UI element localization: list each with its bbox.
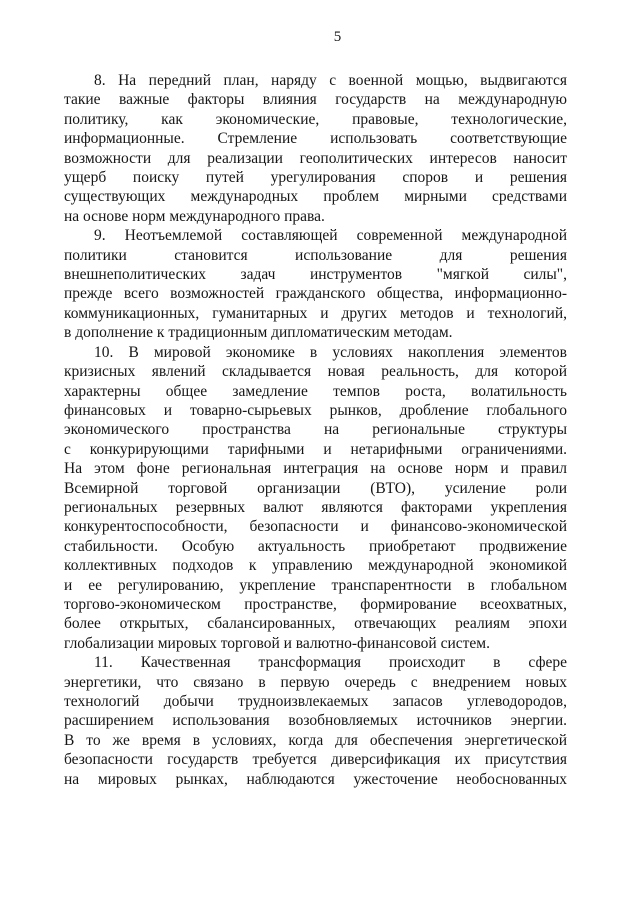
text-line-paragraph-10-4: финансовых и товарно-сырьевых рынков, дробление глобального (64, 401, 567, 419)
text-line-paragraph-8-7: существующих международных проблем мирными средствами (64, 188, 567, 206)
text-line-paragraph-11-7: на мировых рынках, наблюдаются ужесточение необоснованных (64, 770, 567, 788)
text-line-paragraph-8-1: 8. На передний план, наряду с военной мощью, выдвигаются (94, 72, 567, 89)
text-line-paragraph-10-13: и ее регулированию, укрепление транспарентности в глобальном (64, 576, 567, 594)
text-line-paragraph-10-2: кризисных явлений складывается новая реальность, для которой (64, 363, 567, 381)
text-line-paragraph-11-3: технологий добычи трудноизвлекаемых запасов углеводородов, (64, 693, 567, 710)
text-line-paragraph-8-4: информационные. Стремление использовать соответствующие (64, 130, 567, 148)
text-line-paragraph-10-10: конкурентоспособности, безопасности и финансово-экономической (64, 518, 567, 536)
text-line-paragraph-10-9: региональных резервных валют являются факторами укрепления (64, 498, 567, 516)
text-line-paragraph-10-7: На этом фоне региональная интеграция на основе норм и правил (64, 460, 567, 478)
text-line-paragraph-10-3: характерны общее замедление темпов роста, волатильность (64, 382, 567, 400)
text-line-paragraph-10-6: с конкурирующими тарифными и нетарифными ограничениями. (64, 440, 567, 458)
text-line-paragraph-11-1: 11. Качественная трансформация происходит в сфере (94, 654, 567, 672)
text-line-paragraph-10-5: экономического пространства на региональные структуры (64, 421, 567, 439)
text-line-paragraph-9-2: политики становится использование для решения (64, 246, 567, 264)
text-line-paragraph-11-4: расширением использования возобновляемых источников энергии. (64, 712, 567, 730)
page-number: 5 (333, 29, 342, 45)
text-line-paragraph-8-6: ущерб поиску путей урегулирования споров и решения (64, 169, 567, 187)
text-line-paragraph-9-4: прежде всего возможностей гражданского общества, информационно- (64, 285, 567, 303)
text-line-paragraph-9-5: коммуникационных, гуманитарных и других методов и технологий, (64, 304, 567, 322)
text-line-paragraph-8-5: возможности для реализации геополитических интересов наносит (64, 149, 567, 167)
text-line-paragraph-8-3: политику, как экономические, правовые, технологические, (64, 110, 567, 128)
text-line-paragraph-10-1: 10. В мировой экономике в условиях накопления элементов (94, 343, 567, 361)
text-line-paragraph-10-14: торгово-экономическом пространстве, формирование всеохватных, (64, 595, 567, 613)
document-body (64, 71, 567, 789)
text-line-paragraph-10-8: Всемирной торговой организации (ВТО), усиление роли (64, 479, 567, 497)
text-line-paragraph-10-12: коллективных подходов к управлению международной экономикой (64, 557, 567, 575)
text-line-paragraph-10-15: более открытых, сбалансированных, отвечающих реалиям эпохи (64, 615, 567, 633)
text-line-paragraph-8-2: такие важные факторы влияния государств на международную (64, 91, 567, 109)
text-line-paragraph-10-16: глобализации мировых торговой и валютно-финансовой систем. (64, 634, 490, 652)
text-line-paragraph-9-3: внешнеполитических задач инструментов "мягкой силы", (64, 266, 567, 284)
text-line-paragraph-8-8: на основе норм международного права. (64, 207, 325, 225)
text-line-paragraph-9-6: в дополнение к традиционным дипломатическим методам. (64, 324, 453, 342)
text-line-paragraph-11-2: энергетики, что связано в первую очередь с внедрением новых (64, 673, 567, 691)
text-line-paragraph-11-5: В то же время в условиях, когда для обеспечения энергетической (64, 731, 567, 749)
text-line-paragraph-10-11: стабильности. Особую актуальность приобретают продвижение (64, 537, 567, 555)
text-line-paragraph-11-6: безопасности государств требуется диверсификация их присутствия (64, 751, 567, 769)
text-line-paragraph-9-1: 9. Неотъемлемой составляющей современной международной (94, 227, 567, 245)
